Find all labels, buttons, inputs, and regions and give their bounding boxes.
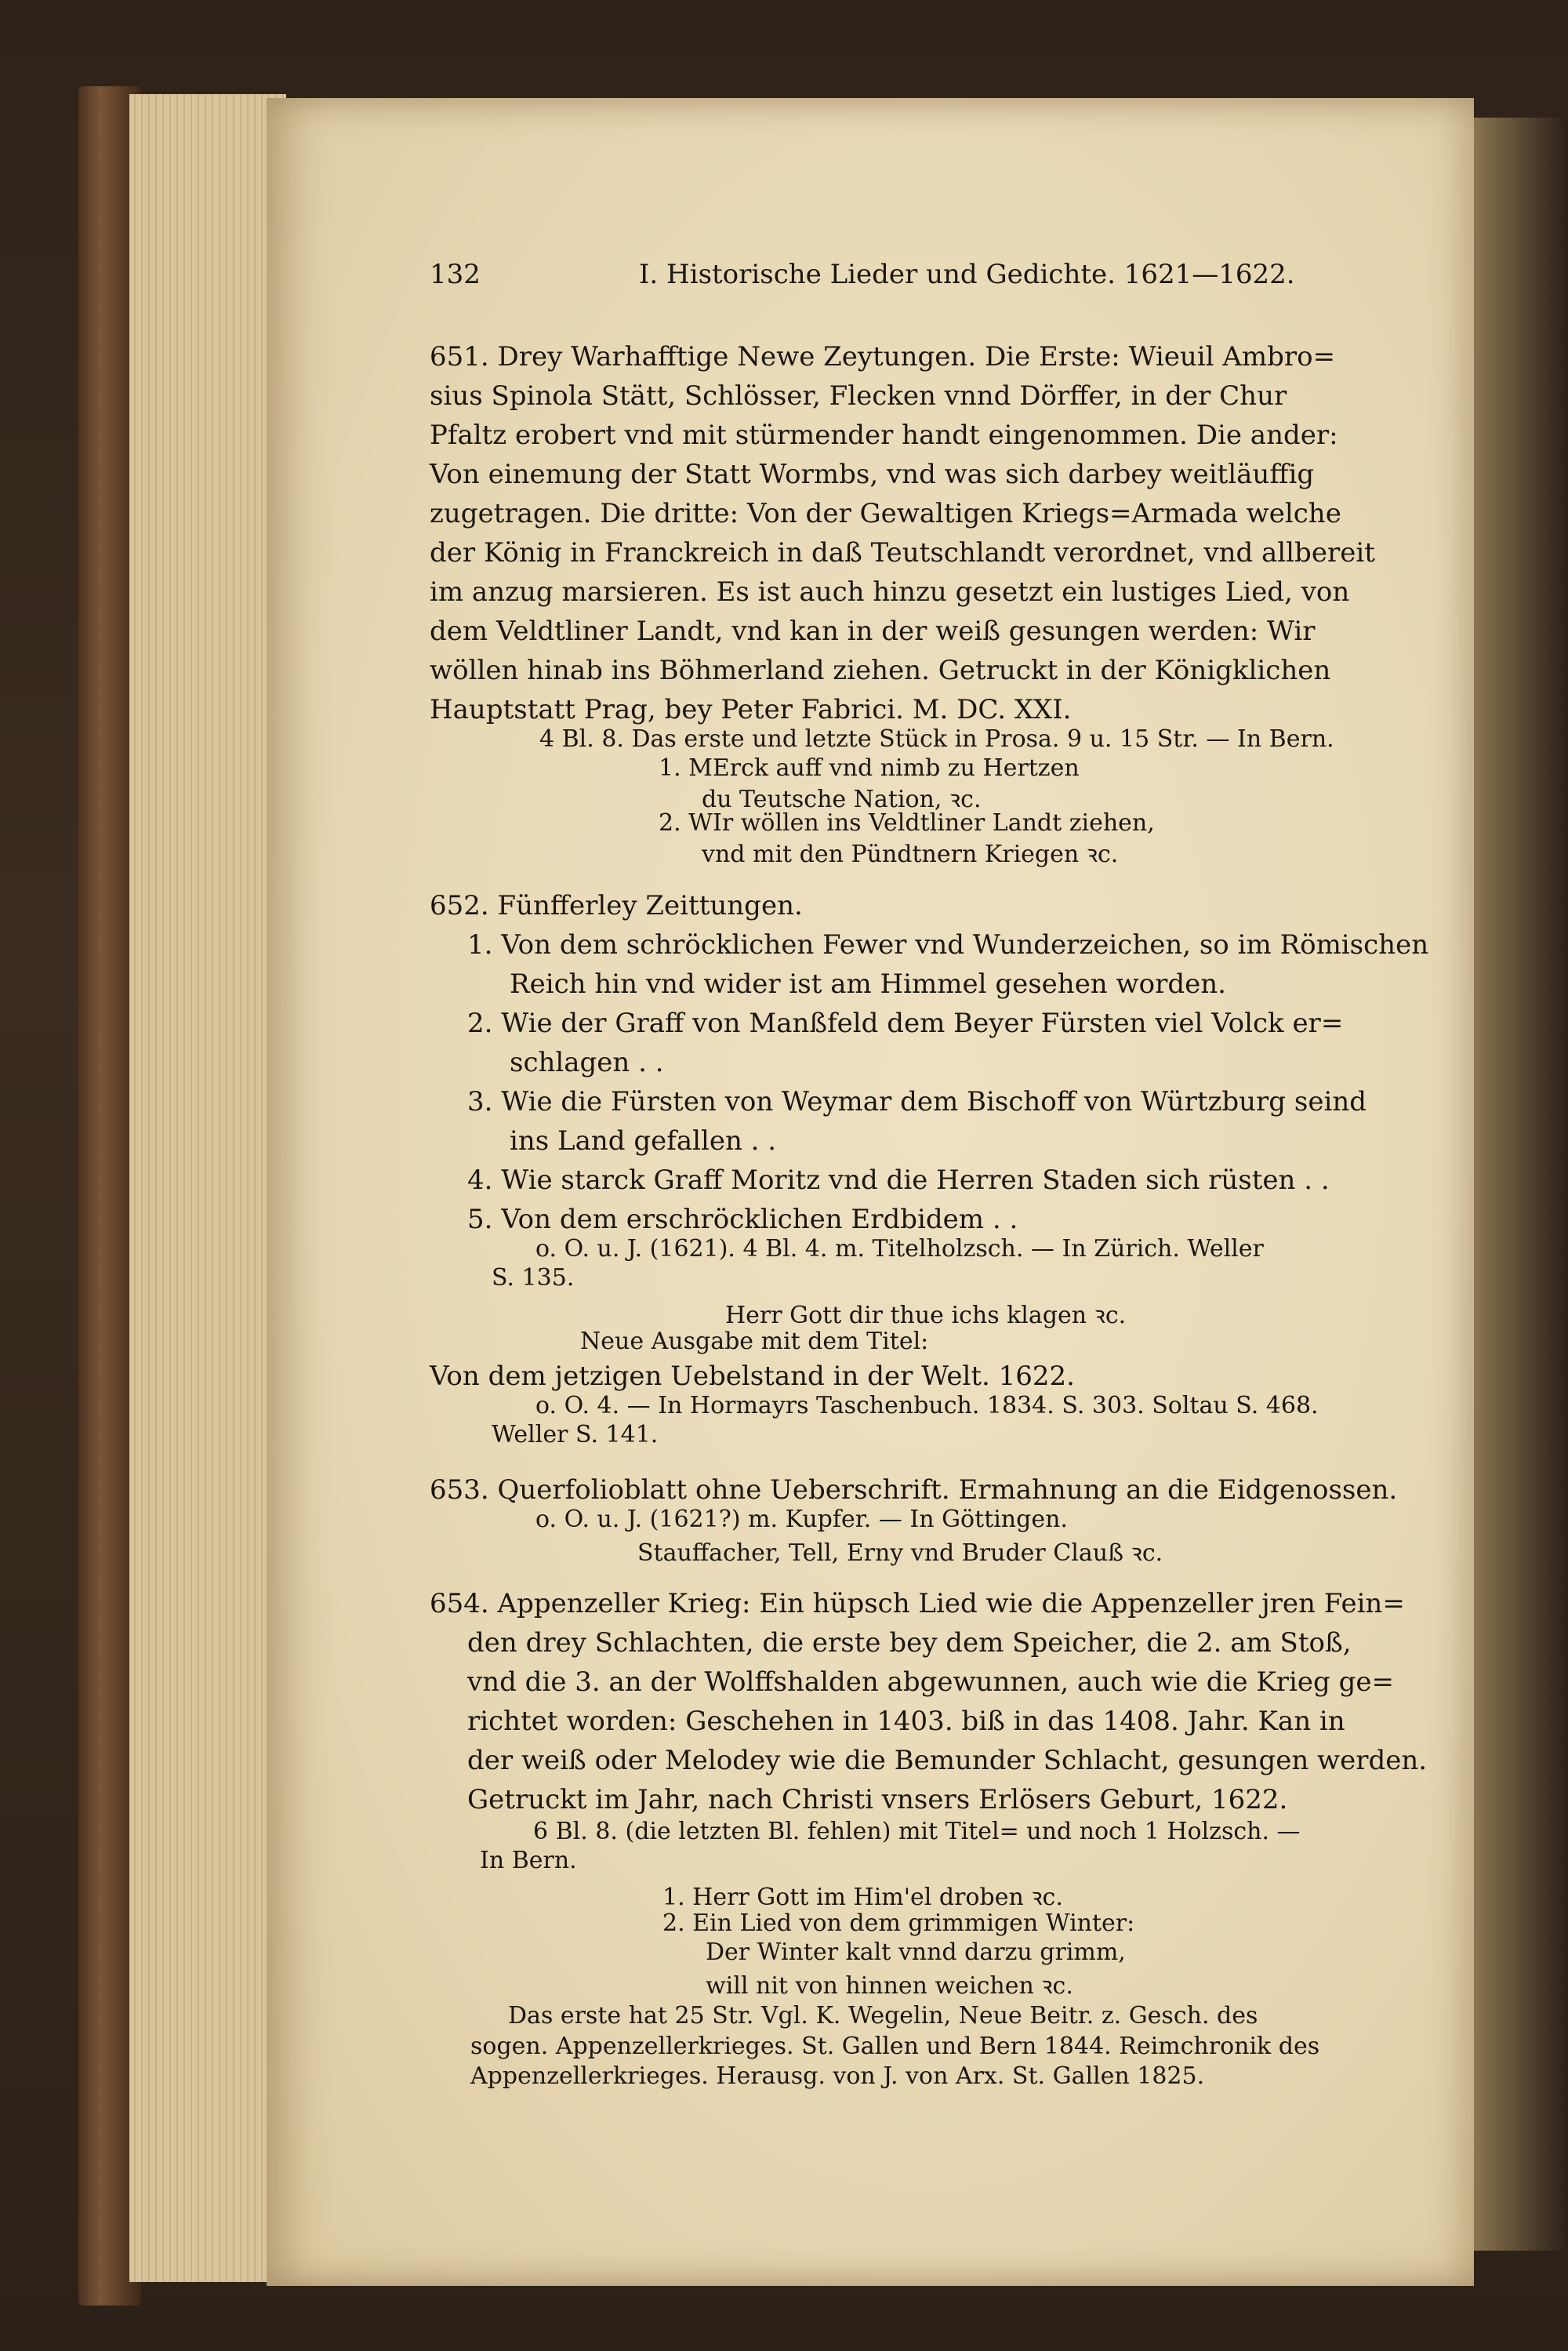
page-number: 132: [430, 259, 481, 290]
text-line: 653. Querfolioblatt ohne Ueberschrift. Ermahnung an die Eidgenossen.: [430, 1474, 1398, 1506]
text-line: sius Spinola Stätt, Schlösser, Flecken vnnd Dörffer, in der Chur: [430, 380, 1287, 412]
text-line: 4. Wie starck Graff Moritz vnd die Herren Staden sich rüsten . .: [467, 1165, 1330, 1196]
text-line: 6 Bl. 8. (die letzten Bl. fehlen) mit Titel= und noch 1 Holzsch. —: [533, 1818, 1301, 1845]
text-line: Hauptstatt Prag, bey Peter Fabrici. M. DC. XXI.: [430, 694, 1072, 725]
text-line: Von einemung der Statt Wormbs, vnd was sich darbey weitläuffig: [430, 459, 1315, 490]
text-line: wöllen hinab ins Böhmerland ziehen. Getruckt in der Königklichen: [430, 655, 1331, 686]
text-line: 1. Von dem schröcklichen Fewer vnd Wunderzeichen, so im Römischen: [467, 929, 1429, 961]
running-title: I. Historische Lieder und Gedichte. 1621—1622.: [639, 259, 1295, 290]
text-line: 2. Wie der Graff von Manßfeld dem Beyer Fürsten viel Volck er=: [467, 1008, 1344, 1039]
text-line: S. 135.: [492, 1264, 575, 1292]
text-line: Von dem jetzigen Uebelstand in der Welt. 1622.: [430, 1361, 1075, 1392]
text-line: vnd die 3. an der Wolffshalden abgewunnen, auch wie die Krieg ge=: [467, 1666, 1394, 1698]
text-line: 651. Drey Warhafftige Newe Zeytungen. Die Erste: Wieuil Ambro=: [430, 341, 1336, 372]
text-line: Neue Ausgabe mit dem Titel:: [580, 1328, 929, 1355]
text-line: o. O. u. J. (1621?) m. Kupfer. — In Göttingen.: [535, 1506, 1068, 1533]
text-line: Herr Gott dir thue ichs klagen ꝛc.: [725, 1302, 1127, 1329]
text-line: Stauffacher, Tell, Erny vnd Bruder Clauß ꝛc.: [637, 1539, 1163, 1567]
text-line: ins Land gefallen . .: [510, 1125, 777, 1157]
text-line: du Teutsche Nation, ꝛc.: [702, 786, 982, 813]
text-line: Das erste hat 25 Str. Vgl. K. Wegelin, Neue Beitr. z. Gesch. des: [508, 2002, 1258, 2029]
text-line: 2. WIr wöllen ins Veldtliner Landt ziehen,: [659, 809, 1155, 837]
text-line: 4 Bl. 8. Das erste und letzte Stück in Prosa. 9 u. 15 Str. — In Bern.: [539, 725, 1334, 753]
facing-page-shadow: [1474, 118, 1568, 2251]
text-line: im anzug marsieren. Es ist auch hinzu gesetzt ein lustiges Lied, von: [430, 576, 1350, 608]
text-line: richtet worden: Geschehen in 1403. biß in das 1408. Jahr. Kan in: [467, 1706, 1345, 1737]
text-line: der König in Franckreich in daß Teutschlandt verordnet, vnd allbereit: [430, 537, 1375, 569]
text-line: Getruckt im Jahr, nach Christi vnsers Erlösers Geburt, 1622.: [467, 1784, 1288, 1815]
text-line: 5. Von dem erschröcklichen Erdbidem . .: [467, 1204, 1018, 1235]
text-line: In Bern.: [480, 1847, 577, 1874]
text-line: o. O. u. J. (1621). 4 Bl. 4. m. Titelholzsch. — In Zürich. Weller: [535, 1235, 1264, 1263]
text-line: 1. MErck auff vnd nimb zu Hertzen: [659, 754, 1080, 782]
text-line: Weller S. 141.: [492, 1421, 659, 1448]
text-line: will nit von hinnen weichen ꝛc.: [706, 1972, 1073, 2000]
text-line: vnd mit den Pündtnern Kriegen ꝛc.: [702, 841, 1119, 868]
text-line: Reich hin vnd wider ist am Himmel gesehen worden.: [510, 968, 1226, 1000]
text-line: zugetragen. Die dritte: Von der Gewaltigen Kriegs=Armada welche: [430, 498, 1341, 529]
page-stack-edges: [129, 94, 286, 2282]
text-line: den drey Schlachten, die erste bey dem Speicher, die 2. am Stoß,: [467, 1627, 1352, 1659]
text-line: dem Veldtliner Landt, vnd kan in der weiß gesungen werden: Wir: [430, 616, 1316, 647]
text-line: der weiß oder Melodey wie die Bemunder Schlacht, gesungen werden.: [467, 1745, 1428, 1776]
text-line: 1. Herr Gott im Him'el droben ꝛc.: [662, 1884, 1063, 1911]
text-line: sogen. Appenzellerkrieges. St. Gallen und Bern 1844. Reimchronik des: [470, 2033, 1320, 2060]
text-line: Appenzellerkrieges. Herausg. von J. von Arx. St. Gallen 1825.: [470, 2062, 1205, 2090]
text-line: Pfaltz erobert vnd mit stürmender handt eingenommen. Die ander:: [430, 420, 1338, 451]
text-line: 652. Fünfferley Zeittungen.: [430, 890, 803, 921]
text-line: o. O. 4. — In Hormayrs Taschenbuch. 1834. S. 303. Soltau S. 468.: [535, 1392, 1319, 1419]
text-line: 3. Wie die Fürsten von Weymar dem Bischoff von Würtzburg seind: [467, 1086, 1367, 1117]
text-line: 654. Appenzeller Krieg: Ein hüpsch Lied wie die Appenzeller jren Fein=: [430, 1588, 1405, 1619]
text-line: 2. Ein Lied von dem grimmigen Winter:: [662, 1910, 1135, 1937]
text-line: schlagen . .: [510, 1047, 664, 1078]
text-line: Der Winter kalt vnnd darzu grimm,: [706, 1939, 1126, 1966]
